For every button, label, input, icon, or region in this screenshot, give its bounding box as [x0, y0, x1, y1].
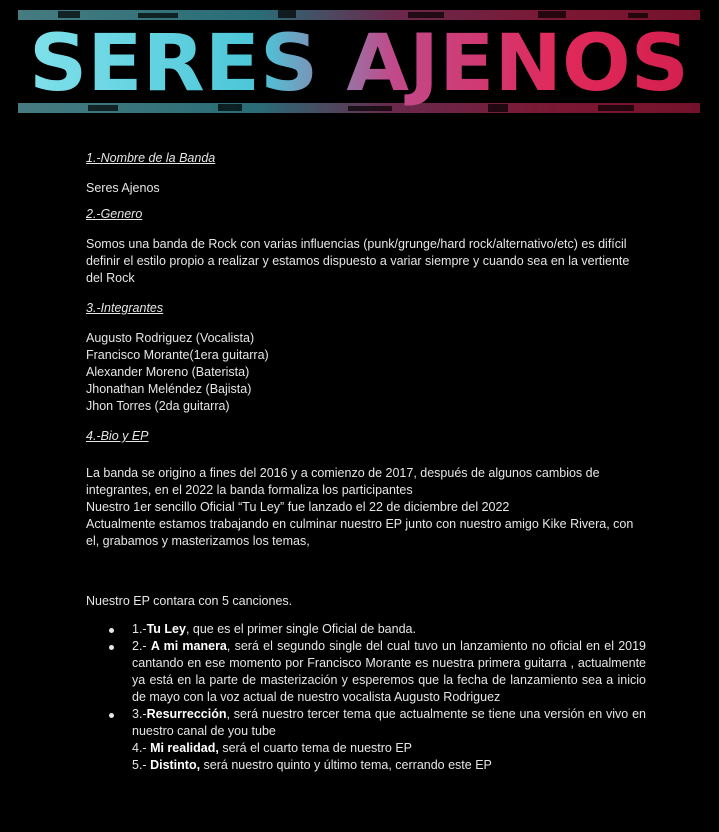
section-heading-name: 1.-Nombre de la Banda [86, 151, 216, 165]
song-description: será el cuarto tema de nuestro EP [218, 741, 413, 755]
song-title: A mi manera [150, 639, 227, 653]
ep-song-list [86, 621, 646, 774]
section-heading-bio: 4.-Bio y EP [86, 429, 149, 443]
ep-intro: Nuestro EP contara con 5 canciones. [86, 594, 293, 608]
song-title: Distinto, [150, 758, 201, 772]
member-item: Augusto Rodriguez (Vocalista) [86, 331, 255, 345]
song-description: , será nuestro tercer tema que actualmente se tiene una versión en vivo en nuestro canal de you tube [132, 707, 646, 738]
song-description: será nuestro quinto y último tema, cerrando este EP [200, 758, 492, 772]
song-number: 4.- [132, 741, 151, 755]
genre-text: Somos una banda de Rock con varias influencias (punk/grunge/hard rock/alternativo/etc) es difícil definir el estilo propio a realizar y estamos dispuesto a variar siempre y cuando sea en la vertiente del Rock [86, 237, 630, 285]
band-name: Seres Ajenos [86, 181, 160, 195]
member-item: Jhon Torres (2da guitarra) [86, 399, 230, 413]
song-title: Tu Ley [146, 622, 186, 636]
list-item [86, 638, 646, 706]
list-item [86, 757, 646, 774]
list-item [86, 621, 646, 638]
song-number: 2.- [132, 639, 151, 653]
bio-paragraph-current: Actualmente estamos trabajando en culminar nuestro EP junto con nuestro amigo Kike Rivera, con el, grabamos y masterizamos los temas, [86, 517, 634, 548]
member-item: Jhonathan Meléndez (Bajista) [86, 382, 252, 396]
banner-title: SERES AJENOS [29, 19, 689, 109]
section-heading-members: 3.-Integrantes [86, 301, 164, 315]
song-description: , será el segundo single del cual tuvo un lanzamiento no oficial en el 2019 cantando en ese momento por Francisco Morante es nuestra primera guitarra , actualmente ya está en la parte de masterización y esperemos que la fecha de lanzamiento sea a inicio de mayo con la voz actual de nuestro vocalista Augusto Rodriguez [132, 639, 646, 704]
member-item: Francisco Morante(1era guitarra) [86, 348, 269, 362]
song-number: 3.- [132, 707, 147, 721]
member-item: Alexander Moreno (Baterista) [86, 365, 250, 379]
bio-paragraph-origin: La banda se origino a fines del 2016 y a comienzo de 2017, después de algunos cambios de integrantes, en el 2022 la banda formaliza los participantes [86, 466, 600, 497]
song-description: , que es el primer single Oficial de banda. [185, 622, 416, 636]
song-title: Mi realidad, [150, 741, 219, 755]
list-item [86, 740, 646, 757]
band-logo-banner [18, 8, 700, 116]
section-heading-genre: 2.-Genero [86, 207, 143, 221]
document-body [86, 150, 646, 774]
song-number: 1.- [132, 622, 147, 636]
song-title: Resurrección [146, 707, 227, 721]
song-number: 5.- [132, 758, 151, 772]
list-item [86, 706, 646, 740]
bio-paragraph-single: Nuestro 1er sencillo Oficial “Tu Ley” fue lanzado el 22 de diciembre del 2022 [86, 500, 510, 514]
